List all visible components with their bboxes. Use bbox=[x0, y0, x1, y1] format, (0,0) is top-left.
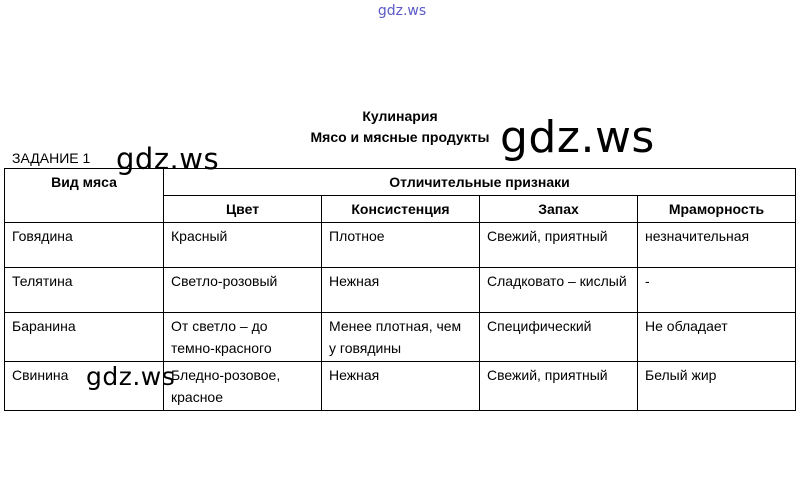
cell-consistency: Плотное bbox=[322, 223, 480, 268]
cell-marbling: - bbox=[638, 268, 796, 313]
watermark-top: gdz.ws bbox=[377, 3, 427, 19]
table-row bbox=[5, 313, 796, 362]
table-row bbox=[5, 223, 796, 268]
cell-color: Светло-розовый bbox=[164, 268, 322, 313]
cell-color: От светло – до темно-красного bbox=[164, 313, 322, 362]
table-row bbox=[5, 268, 796, 313]
cell-consistency: Нежная bbox=[322, 268, 480, 313]
cell-color: Красный bbox=[164, 223, 322, 268]
column-header-marbling: Мраморность bbox=[638, 196, 796, 223]
page-title: Кулинария bbox=[362, 108, 438, 124]
cell-consistency: Нежная bbox=[322, 362, 480, 411]
watermark-large: gdz.ws bbox=[500, 112, 655, 163]
task-label: ЗАДАНИЕ 1 bbox=[12, 150, 91, 166]
column-header-meat-type: Вид мяса bbox=[5, 169, 164, 223]
cell-type: Телятина bbox=[5, 268, 164, 313]
column-header-consistency: Консистенция bbox=[322, 196, 480, 223]
cell-marbling: Не обладает bbox=[638, 313, 796, 362]
cell-type: Говядина bbox=[5, 223, 164, 268]
cell-type: Баранина bbox=[5, 313, 164, 362]
column-group-header: Отличительные признаки bbox=[164, 169, 796, 196]
page-subtitle: Мясо и мясные продукты bbox=[310, 129, 490, 145]
cell-consistency: Менее плотная, чем у говядины bbox=[322, 313, 480, 362]
cell-smell: Сладковато – кислый bbox=[480, 268, 638, 313]
cell-smell: Специфический bbox=[480, 313, 638, 362]
cell-color: Бледно-розовое, красное bbox=[164, 362, 322, 411]
cell-type: Свинина bbox=[5, 362, 164, 411]
cell-marbling: незначительная bbox=[638, 223, 796, 268]
watermark-small: gdz.ws bbox=[86, 362, 176, 391]
cell-smell: Свежий, приятный bbox=[480, 362, 638, 411]
cell-marbling: Белый жир bbox=[638, 362, 796, 411]
watermark-medium: gdz.ws bbox=[116, 142, 220, 176]
column-header-smell: Запах bbox=[480, 196, 638, 223]
cell-smell: Свежий, приятный bbox=[480, 223, 638, 268]
column-header-color: Цвет bbox=[164, 196, 322, 223]
